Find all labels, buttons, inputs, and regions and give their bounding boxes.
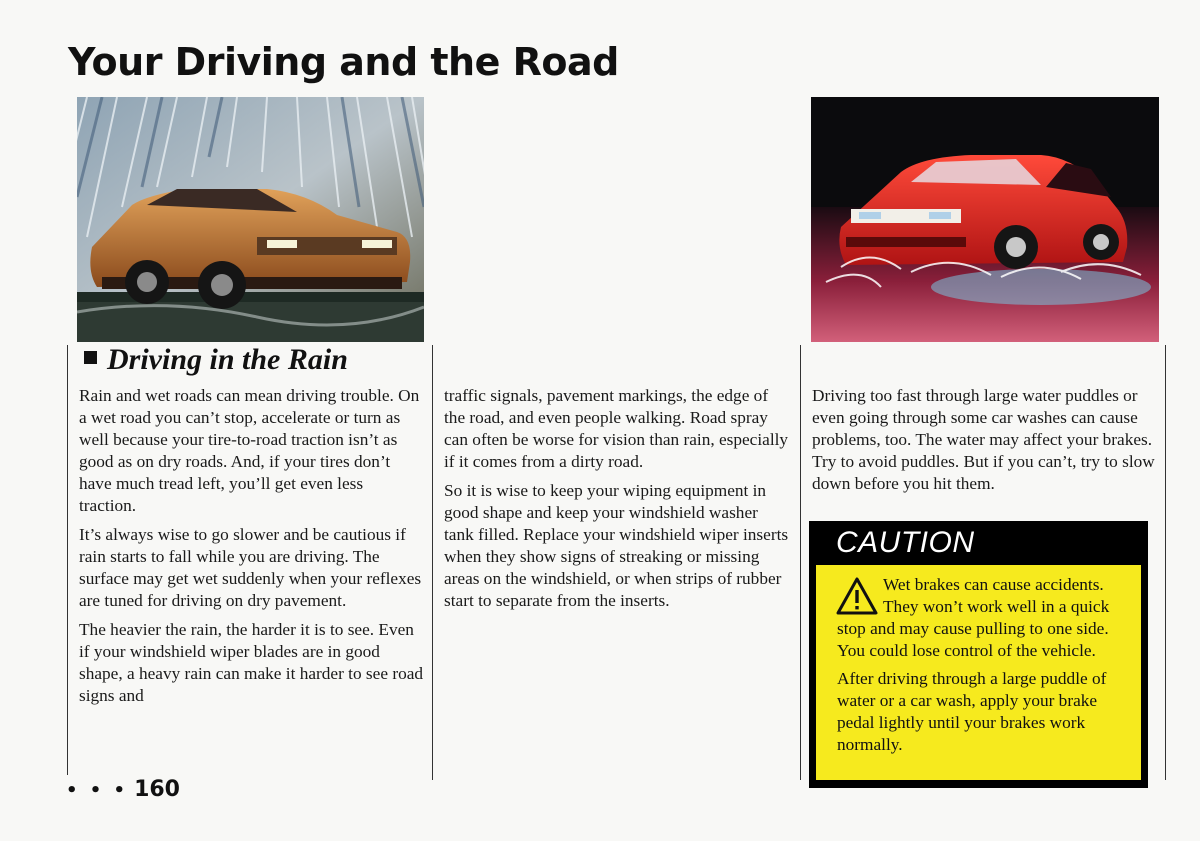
page-dots: • • • (66, 780, 129, 801)
car-in-rain-illustration (77, 97, 424, 342)
page-number: 160 (134, 777, 180, 802)
text-column-1 (79, 385, 424, 714)
caution-paragraph: Wet brakes can cause accidents. They won’t work well in a quick stop and may cause pulling to one side. You could lose control of the vehicle. (837, 575, 1110, 660)
paragraph: Driving too fast through large water puddles or even going through some car washes can cause problems, too. The water may affect your brakes. Try to avoid puddles. But if you can’t, try to slow down before you hit them. (812, 386, 1155, 493)
caution-box (809, 521, 1148, 788)
square-bullet-icon (84, 351, 97, 364)
caution-title: CAUTION (836, 526, 975, 559)
caution-body (816, 565, 1141, 780)
paragraph: So it is wise to keep your wiping equipment in good shape and keep your windshield washer tank filled. Replace your windshield wiper inserts when they show signs of streaking or missing areas on the windshield, or when strips of rubber start to separate from the inserts. (444, 481, 789, 610)
column-divider (432, 345, 433, 780)
column-divider (800, 345, 801, 780)
paragraph: Rain and wet roads can mean driving trouble. On a wet road you can’t stop, accelerate or turn as well because your tire-to-road traction isn’t as good as on dry roads. And, if your tires don’t have much tread left, you’ll get even less traction. (79, 386, 420, 515)
paragraph: The heavier the rain, the harder it is to see. Even if your windshield wiper blades are in good shape, a heavy rain can make it harder to see road signs and (79, 620, 424, 705)
section-heading (84, 343, 348, 377)
page-title: Your Driving and the Road (68, 40, 619, 84)
paragraph: traffic signals, pavement markings, the edge of the road, and even people walking. Road spray can often be worse for vision than rain, especially if it comes from a dirty road. (444, 386, 789, 471)
column-divider (67, 345, 68, 775)
section-heading-text: Driving in the Rain (107, 343, 348, 376)
car-through-puddle-illustration (811, 97, 1159, 342)
text-column-3 (812, 385, 1157, 502)
page-footer (66, 777, 180, 802)
text-column-2 (444, 385, 789, 619)
caution-paragraph: After driving through a large puddle of water or a car wash, apply your brake pedal lightly until your brakes work normally. (837, 669, 1107, 754)
paragraph: It’s always wise to go slower and be cautious if rain starts to fall while you are driving. The surface may get wet suddenly when your reflexes are tuned for driving on dry pavement. (79, 525, 422, 610)
column-divider (1165, 345, 1166, 780)
warning-triangle-icon (835, 576, 879, 616)
